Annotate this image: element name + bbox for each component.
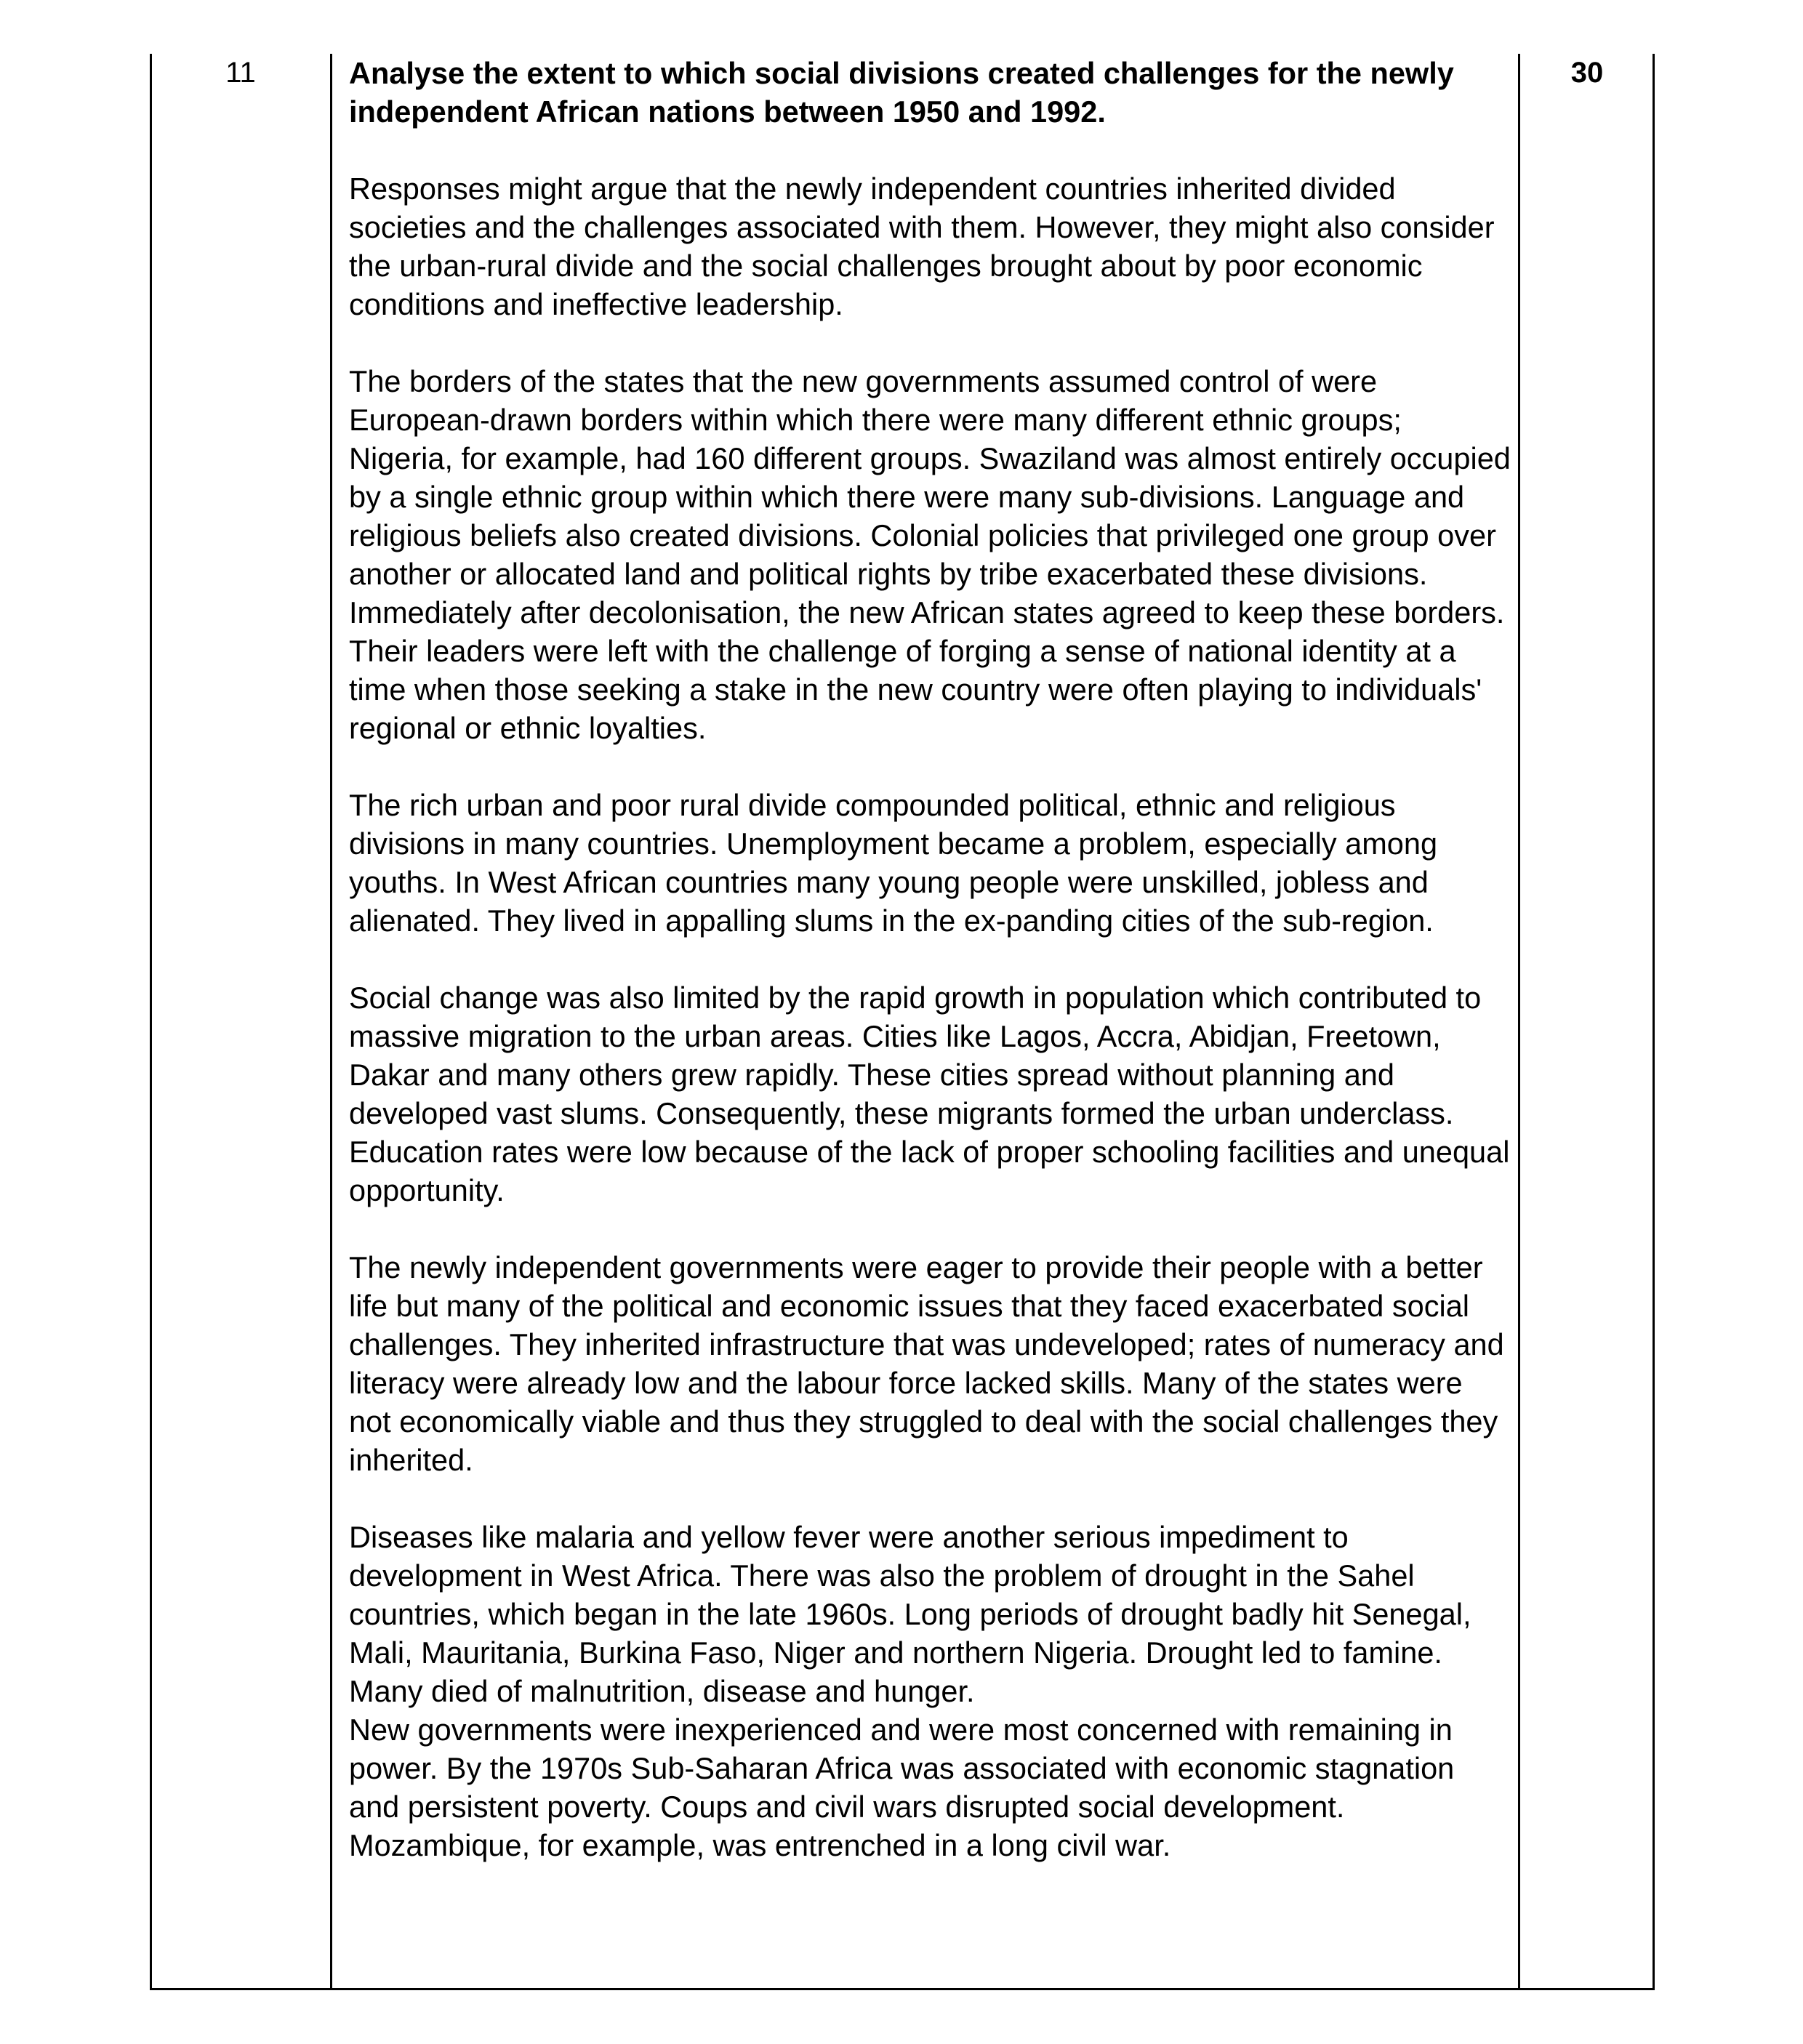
guidance-paragraph: Responses might argue that the newly independent countries inherited divided societies and the challenges associated with them. However, they might also consider the urban-rural divide and the social challenges brought about by poor economic conditions and ineffective leadership.	[349, 172, 1495, 321]
question-number: 11	[225, 57, 256, 89]
answer-guidance	[349, 54, 1511, 1864]
guidance-paragraph: The newly independent governments were eager to provide their people with a better life but many of the political and economic issues that they faced exacerbated social challenges. They inherited infrastructure that was undeveloped; rates of numeracy and literacy were already low and the labour force lacked skills. Many of the states were not economically viable and thus they struggled to deal with the social challenges they inherited.	[349, 1250, 1504, 1477]
question-text: Analyse the extent to which social divisions created challenges for the newly independent African nations between 1950 and 1992.	[349, 56, 1454, 129]
table-border-right	[1653, 54, 1655, 1990]
table-divider-number	[330, 54, 332, 1990]
table-border-left	[150, 54, 152, 1990]
question-marks: 30	[1570, 57, 1604, 89]
guidance-paragraph: The borders of the states that the new governments assumed control of were European-drawn borders within which there were many different ethnic groups; Nigeria, for example, had 160 different groups. Swaziland was almost entirely occupied by a single ethnic group within which there were many sub-divisions. Language and religious beliefs also created divisions. Colonial policies that privileged one group over another or allocated land and political rights by tribe exacerbated these divisions. Immediately after decolonisation, the new African states agreed to keep these borders. Their leaders were left with the challenge of forging a sense of national identity at a time when those seeking a stake in the new country were often playing to individuals' regional or ethnic loyalties.	[349, 364, 1511, 745]
guidance-paragraph: The rich urban and poor rural divide compounded political, ethnic and religious divisions in many countries. Unemployment became a problem, especially among youths. In West African countries many young people were unskilled, jobless and alienated. They lived in appalling slums in the ex-panding cities of the sub-region.	[349, 788, 1438, 938]
mark-scheme-table	[150, 54, 1655, 1990]
guidance-paragraph: Diseases like malaria and yellow fever were another serious impediment to development in West Africa. There was also the problem of drought in the Sahel countries, which began in the late 1960s. Long periods of drought badly hit Senegal, Mali, Mauritania, Burkina Faso, Niger and northern Nigeria. Drought led to famine. Many died of malnutrition, disease and hunger. New governments were inexperienced and were most concerned with remaining in power. By the 1970s Sub-Saharan Africa was associated with economic stagnation and persistent poverty. Coups and civil wars disrupted social development. Mozambique, for example, was entrenched in a long civil war.	[349, 1520, 1471, 1862]
table-divider-marks	[1518, 54, 1520, 1990]
guidance-paragraph: Social change was also limited by the rapid growth in population which contributed to massive migration to the urban areas. Cities like Lagos, Accra, Abidjan, Freetown, Dakar and many others grew rapidly. These cities spread without planning and developed vast slums. Consequently, these migrants formed the urban underclass. Education rates were low because of the lack of proper schooling facilities and unequal opportunity.	[349, 981, 1510, 1207]
table-border-bottom	[150, 1988, 1655, 1990]
